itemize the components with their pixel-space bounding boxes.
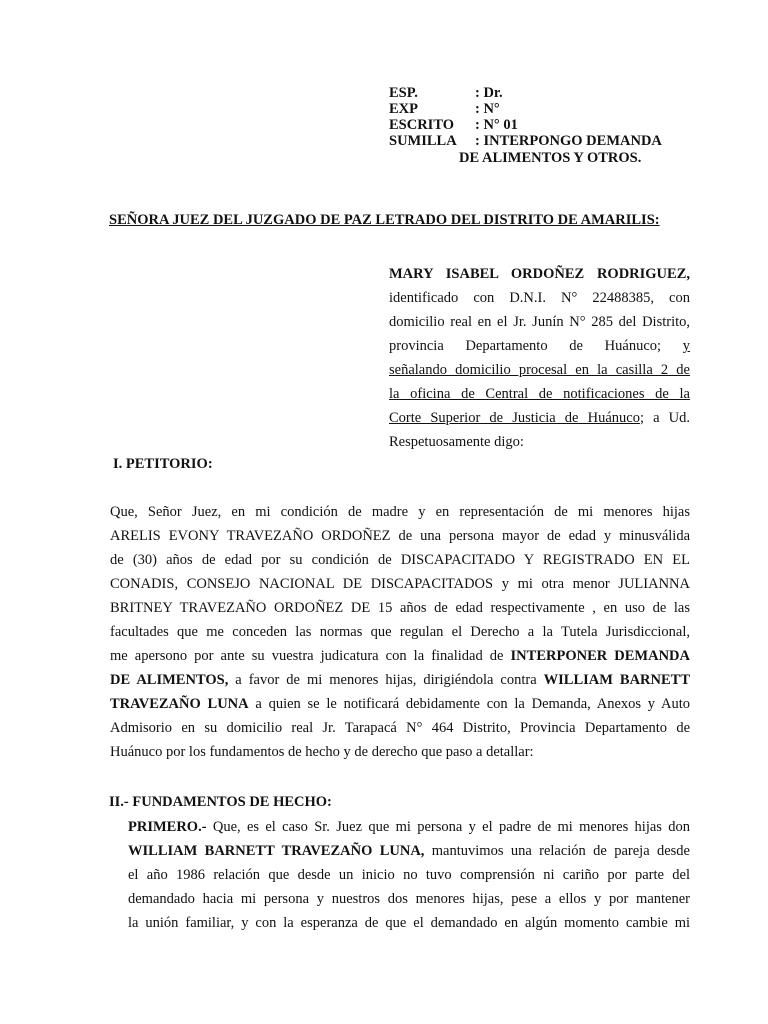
header-escrito-value: : N° 01	[475, 117, 518, 133]
text-run: a quien se le notificará debidamente con la Demanda, Anexos y Auto	[248, 696, 690, 712]
text-run: a favor de mi menores hijas, dirigiéndola contra	[228, 672, 544, 688]
paragraph-line: BRITNEY TRAVEZAÑO ORDOÑEZ DE 15 años de edad respectivamente , en uso de las	[110, 600, 690, 616]
text-run-bold: INTERPONER DEMANDA	[510, 648, 690, 664]
text-run: Que, es el caso Sr. Juez que mi persona y el padre de mi menores hijas don	[206, 819, 690, 835]
paragraph-line: la unión familiar, y con la esperanza de que el demandado en algún momento cambie mi	[128, 915, 690, 931]
plaintiff-line: señalando domicilio procesal en la casilla 2 de	[389, 362, 690, 378]
text-run-bold: WILLIAM BARNETT	[543, 672, 690, 688]
text-run-bold: PRIMERO.-	[128, 819, 207, 835]
plaintiff-line	[389, 334, 690, 358]
header-sumilla-value: : INTERPONGO DEMANDA	[475, 133, 662, 149]
plaintiff-line: la oficina de Central de notificaciones de la	[389, 386, 690, 402]
text-run-bold: WILLIAM BARNETT TRAVEZAÑO LUNA,	[128, 843, 425, 859]
header-exp-key: EXP	[389, 101, 418, 117]
paragraph-line: el año 1986 relación que desde un inicio no tuvo comprensión ni cariño por parte del	[128, 867, 690, 883]
paragraph-line: demandado hacia mi persona y nuestros dos menores hijas, pese a ellos y por mantener	[128, 891, 690, 907]
plaintiff-line-part: y	[682, 338, 690, 354]
petitorio-paragraph	[110, 500, 690, 764]
plaintiff-line-part: Corte Superior de Justicia de Huánuco	[389, 410, 640, 426]
paragraph-line: de (30) años de edad por su condición de DISCAPACITADO Y REGISTRADO EN EL	[110, 552, 690, 568]
plaintiff-name: MARY ISABEL ORDOÑEZ RODRIGUEZ,	[389, 266, 690, 282]
header-escrito-key: ESCRITO	[389, 117, 455, 133]
section-petitorio-heading: I. PETITORIO:	[113, 456, 213, 472]
header-esp-value: : Dr.	[475, 85, 503, 101]
paragraph-line: Admisorio en su domicilio real Jr. Tarapacá N° 464 Distrito, Provincia Departamento de	[110, 720, 690, 736]
paragraph-line: facultades que me conceden las normas que regulan el Derecho a la Tutela Jurisdiccional,	[110, 624, 690, 640]
plaintiff-line	[389, 406, 690, 430]
text-run: mantuvimos una relación de pareja desde	[424, 843, 690, 859]
paragraph-line: Que, Señor Juez, en mi condición de madre y en representación de mi menores hijas	[110, 504, 690, 520]
paragraph-line	[128, 839, 690, 863]
paragraph-line: Huánuco por los fundamentos de hecho y de derecho que paso a detallar:	[110, 744, 534, 760]
paragraph-line: CONADIS, CONSEJO NACIONAL DE DISCAPACITADOS y mi otra menor JULIANNA	[110, 576, 690, 592]
paragraph-line	[110, 668, 690, 692]
addressee-heading: SEÑORA JUEZ DEL JUZGADO DE PAZ LETRADO DEL DISTRITO DE AMARILIS:	[109, 212, 660, 228]
plaintiff-line: identificado con D.N.I. N° 22488385, con	[389, 290, 690, 306]
header-sumilla-key: SUMILLA	[389, 133, 457, 149]
plaintiff-block	[389, 262, 690, 454]
paragraph-line: ARELIS EVONY TRAVEZAÑO ORDOÑEZ de una persona mayor de edad y minusválida	[110, 528, 690, 544]
text-run-bold: TRAVEZAÑO LUNA	[110, 696, 249, 712]
paragraph-line	[110, 692, 690, 716]
header-esp-key: ESP.	[389, 85, 418, 101]
header-exp-value: : N°	[475, 101, 500, 117]
section-fundamentos-heading: II.- FUNDAMENTOS DE HECHO:	[109, 794, 332, 810]
paragraph-line	[128, 815, 690, 839]
header-sumilla-continuation: DE ALIMENTOS Y OTROS.	[459, 150, 642, 166]
paragraph-line	[110, 644, 690, 668]
text-run: me apersono por ante su vuestra judicatura con la finalidad de	[110, 648, 511, 664]
plaintiff-line: Respetuosamente digo:	[389, 434, 524, 450]
fundamentos-paragraph	[128, 815, 690, 935]
text-run-bold: DE ALIMENTOS,	[110, 672, 229, 688]
plaintiff-line-part: provincia Departamento de Huánuco;	[389, 338, 662, 354]
plaintiff-line-part: ; a Ud.	[639, 410, 691, 426]
plaintiff-line: domicilio real en el Jr. Junín N° 285 del Distrito,	[389, 314, 690, 330]
